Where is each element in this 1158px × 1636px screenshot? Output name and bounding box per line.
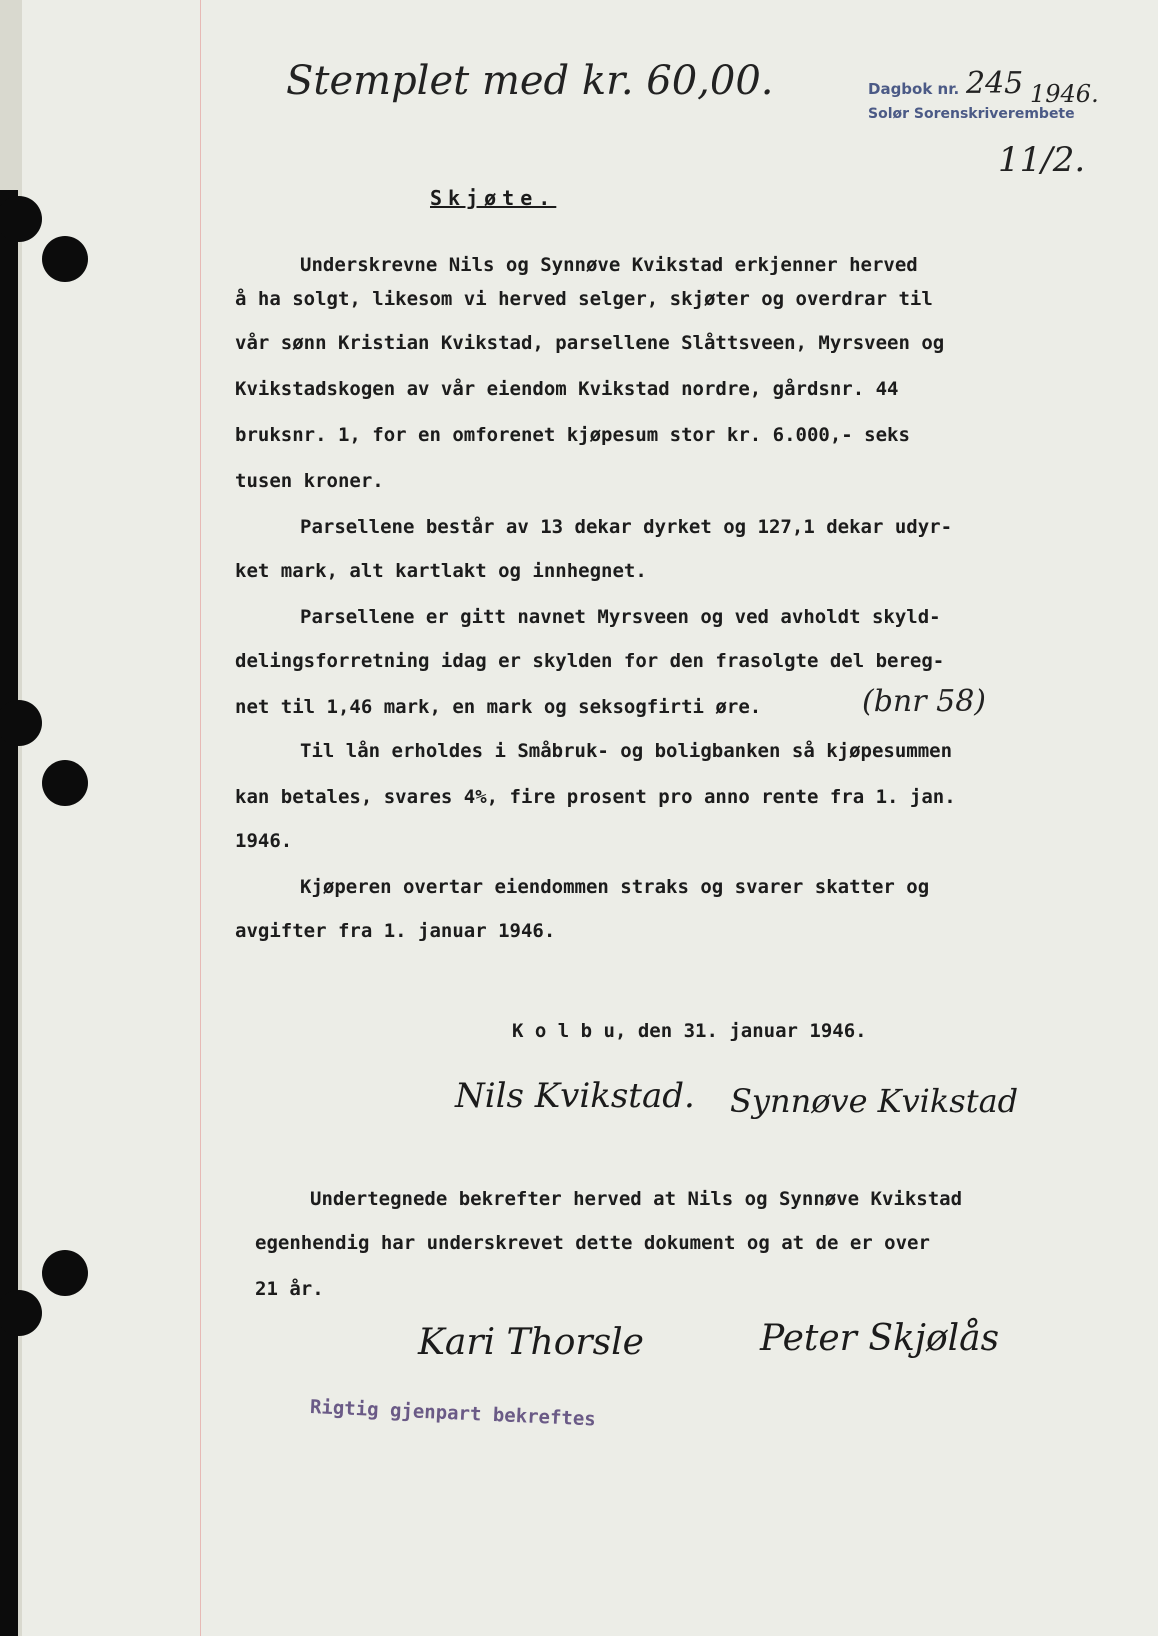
place-date: K o l b u, den 31. januar 1946. xyxy=(512,1020,867,1042)
dagbok-number: 245 xyxy=(966,66,1024,101)
body-line: tusen kroner. xyxy=(235,470,384,492)
stamp-duty-note: Stemplet med kr. 60,00. xyxy=(286,58,774,104)
punch-hole xyxy=(0,700,42,746)
seller-signature: Synnøve Kvikstad xyxy=(730,1082,1019,1120)
body-line: vår sønn Kristian Kvikstad, parsellene Slåttsveen, Myrsveen og xyxy=(235,332,945,354)
binding-edge xyxy=(0,190,18,1636)
office-stamp: Solør Sorenskriverembete xyxy=(868,106,1075,122)
date-note: 11/2. xyxy=(998,140,1086,180)
body-line: kan betales, svares 4%, fire prosent pro anno rente fra 1. jan. xyxy=(235,786,956,808)
body-line: Til lån erholdes i Småbruk- og boligbanken så kjøpesummen xyxy=(300,740,953,762)
body-line: Parsellene består av 13 dekar dyrket og 127,1 dekar udyr- xyxy=(300,516,953,538)
punch-hole xyxy=(0,1290,42,1336)
body-line: 1946. xyxy=(235,830,293,852)
witness-line: Undertegnede bekrefter herved at Nils og Synnøve Kvikstad xyxy=(310,1188,963,1210)
dagbok-label: Dagbok nr. xyxy=(868,80,960,98)
document-title: Skjøte. xyxy=(430,186,557,210)
certification-stamp: Rigtig gjenpart bekreftes xyxy=(309,1396,597,1431)
margin-line xyxy=(200,0,201,1636)
body-line: Underskrevne Nils og Synnøve Kvikstad erkjenner herved xyxy=(300,254,918,276)
punch-hole xyxy=(0,196,42,242)
handwritten-note: (bnr 58) xyxy=(862,684,986,719)
punch-hole xyxy=(42,236,88,282)
witness-signature: Peter Skjølås xyxy=(760,1318,1000,1359)
body-line: å ha solgt, likesom vi herved selger, skjøter og overdrar til xyxy=(235,288,933,310)
punch-hole xyxy=(42,760,88,806)
punch-hole xyxy=(42,1250,88,1296)
body-line: ket mark, alt kartlakt og innhegnet. xyxy=(235,560,647,582)
seller-signature: Nils Kvikstad. xyxy=(455,1076,695,1116)
body-line: net til 1,46 mark, en mark og seksogfirti øre. xyxy=(235,696,762,718)
body-line: Kvikstadskogen av vår eiendom Kvikstad nordre, gårdsnr. 44 xyxy=(235,378,899,400)
body-line: Kjøperen overtar eiendommen straks og svarer skatter og xyxy=(300,876,930,898)
body-line: delingsforretning idag er skylden for den frasolgte del bereg- xyxy=(235,650,945,672)
body-line: bruksnr. 1, for en omforenet kjøpesum stor kr. 6.000,- seks xyxy=(235,424,910,446)
body-line: Parsellene er gitt navnet Myrsveen og ved avholdt skyld- xyxy=(300,606,941,628)
witness-signature: Kari Thorsle xyxy=(418,1322,644,1363)
witness-line: egenhendig har underskrevet dette dokument og at de er over xyxy=(255,1232,930,1254)
witness-line: 21 år. xyxy=(255,1278,324,1300)
body-line: avgifter fra 1. januar 1946. xyxy=(235,920,556,942)
dagbok-year: 1946. xyxy=(1030,80,1099,108)
